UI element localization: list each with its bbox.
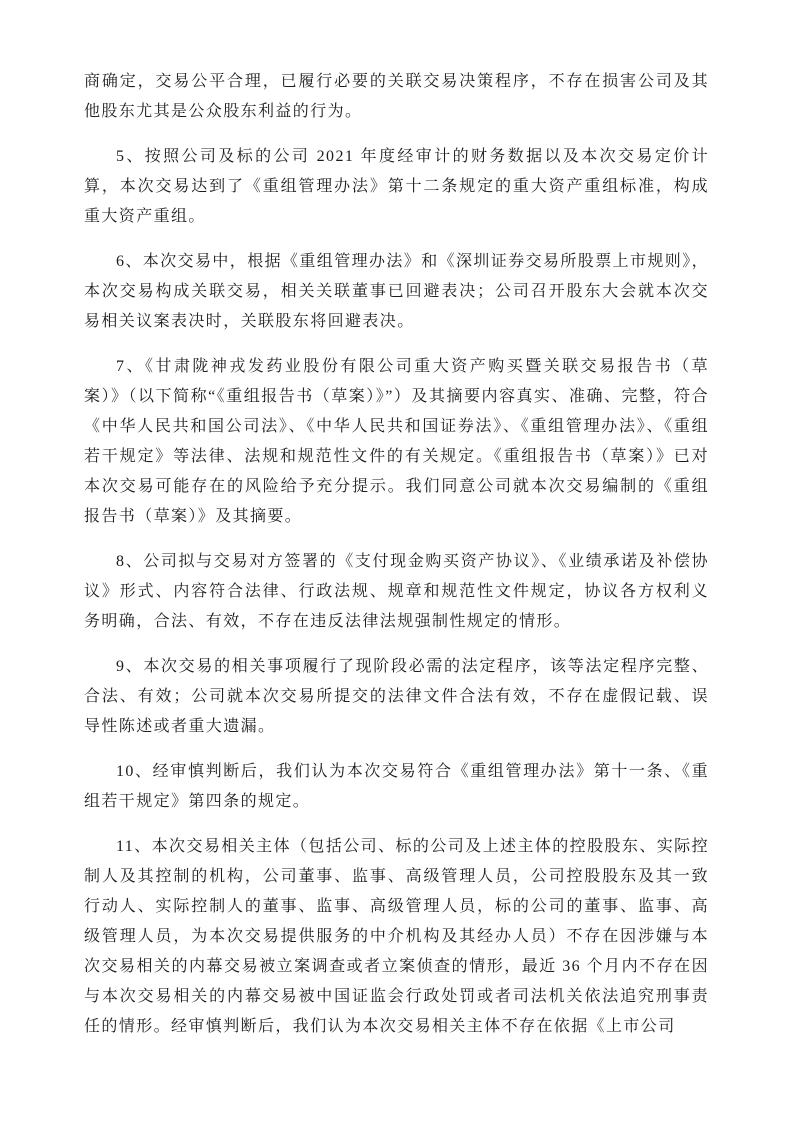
paragraph-item-6: 6、本次交易中，根据《重组管理办法》和《深圳证券交易所股票上市规则》，本次交易构成关联交易，相关关联董事已回避表决；公司召开股东大会就本次交易相关议案表决时，关联股东将回避表决。 xyxy=(84,253,710,330)
paragraph-item-10: 10、经审慎判断后，我们认为本次交易符合《重组管理办法》第十一条、《重组若干规定》第四条的规定。 xyxy=(84,763,709,810)
paragraph-item-4-continuation: 商确定，交易公平合理，已履行必要的关联交易决策程序，不存在损害公司及其他股东尤其是公众股东利益的行为。 xyxy=(84,73,709,120)
paragraph-item-5: 5、按照公司及标的公司 2021 年度经审计的财务数据以及本次交易定价计算，本次交易达到了《重组管理办法》第十二条规定的重大资产重组标准，构成重大资产重组。 xyxy=(84,148,709,225)
paragraph-item-11: 11、本次交易相关主体（包括公司、标的公司及上述主体的控股股东、实际控制人及其控制的机构，公司董事、监事、高级管理人员，公司控股股东及其一致行动人、实际控制人的董事、监事、高级管理人员，标的公司的董事、监事、高级管理人员，为本次交易提供服务的中介机构及其经办人员）不存在因涉嫌与本次交易相关的内幕交易被立案调查或者立案侦查的情形，最近 36 个月内不存在因与本次交易相关的内幕交易被中国证监会行政处罚或者司法机关依法追究刑事责任的情形。经审慎判断后，我们认为本次交易相关主体不存在依据《上市公司 xyxy=(84,838,709,1035)
paragraph-item-8: 8、公司拟与交易对方签署的《支付现金购买资产协议》、《业绩承诺及补偿协议》形式、内容符合法律、行政法规、规章和规范性文件规定，协议各方权利义务明确，合法、有效，不存在违反法律法规强制性规定的情形。 xyxy=(84,553,709,630)
paragraph-item-9: 9、本次交易的相关事项履行了现阶段必需的法定程序，该等法定程序完整、合法、有效；公司就本次交易所提交的法律文件合法有效，不存在虚假记载、误导性陈述或者重大遗漏。 xyxy=(84,658,709,735)
paragraph-item-7: 7、《甘肃陇神戎发药业股份有限公司重大资产购买暨关联交易报告书（草案）》（以下简称“《重组报告书（草案）》”）及其摘要内容真实、准确、完整，符合《中华人民共和国公司法》、《中华人民共和国证券法》、《重组管理办法》、《重组若干规定》等法律、法规和规范性文件的有关规定。《重组报告书（草案）》已对本次交易可能存在的风险给予充分提示。我们同意公司就本次交易编制的《重组报告书（草案）》及其摘要。 xyxy=(84,358,709,525)
